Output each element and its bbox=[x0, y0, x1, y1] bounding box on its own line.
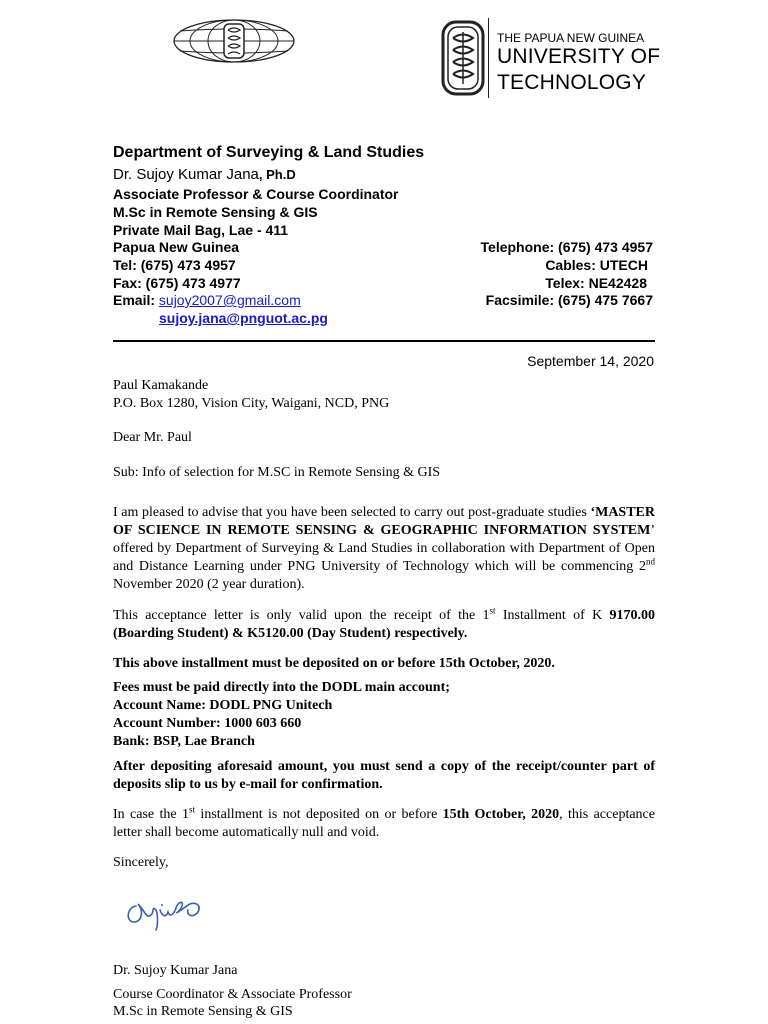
sender-address: Private Mail Bag, Lae - 411 bbox=[113, 222, 289, 238]
account-name: Account Name: DODL PNG Unitech bbox=[113, 698, 333, 713]
univ-name-line3: TECHNOLOGY bbox=[497, 71, 647, 94]
subject-line: Sub: Info of selection for M.SC in Remote Sensing & GIS bbox=[113, 465, 441, 480]
p1-sup: nd bbox=[646, 556, 655, 567]
signatory-program: M.Sc in Remote Sensing & GIS bbox=[113, 1004, 293, 1019]
univ-name-line2: UNIVERSITY OF bbox=[497, 45, 661, 68]
email-link-2[interactable]: sujoy.jana@pnguot.ac.pg bbox=[159, 310, 328, 326]
p1-program-name: ‘MASTER OF SCIENCE IN REMOTE SENSING & GEOGRAPHIC INFORMATION SYSTEM bbox=[113, 505, 655, 538]
p5-text-a: In case the 1 bbox=[113, 807, 190, 822]
p5-text-b: installment is not deposited on or before bbox=[195, 807, 443, 822]
sender-tel: Tel: (675) 473 4957 bbox=[113, 257, 236, 273]
email-link-1[interactable]: sujoy2007@gmail.com bbox=[158, 292, 301, 308]
paragraph-null-void bbox=[113, 806, 655, 842]
department-name: Department of Surveying & Land Studies bbox=[113, 144, 425, 161]
paragraph-selection bbox=[113, 504, 655, 594]
fees-line: Fees must be paid directly into the DODL main account; bbox=[113, 680, 450, 695]
letter-date: September 14, 2020 bbox=[527, 353, 654, 369]
signatory-name: Dr. Sujoy Kumar Jana bbox=[113, 963, 238, 978]
paragraph-deposit-proof: After depositing aforesaid amount, you must send a copy of the receipt/counter part of deposits slip to us by e-mail for confirmation. bbox=[113, 759, 655, 792]
header-divider bbox=[488, 18, 489, 98]
sender-name-text: Dr. Sujoy Kumar Jana bbox=[113, 166, 259, 183]
recipient-address: P.O. Box 1280, Vision City, Waigani, NCD, PNG bbox=[113, 396, 390, 411]
sender-program: M.Sc in Remote Sensing & GIS bbox=[113, 204, 318, 220]
signature-image bbox=[122, 892, 222, 932]
salutation: Dear Mr. Paul bbox=[113, 430, 192, 445]
p2-sup: st bbox=[489, 605, 496, 616]
univ-cables: Cables: UTECH bbox=[545, 257, 648, 273]
univ-telex: Telex: NE42428 bbox=[545, 275, 647, 291]
closing: Sincerely, bbox=[113, 855, 169, 870]
email-label: Email: bbox=[113, 292, 156, 308]
globe-logo-icon bbox=[172, 18, 296, 64]
sender-position: Associate Professor & Course Coordinator bbox=[113, 186, 399, 202]
p2-text-a: This acceptance letter is only valid upon the receipt of the 1 bbox=[113, 608, 490, 623]
p1-text-d: November 2020 (2 year duration). bbox=[113, 577, 305, 592]
paragraph-installment bbox=[113, 607, 655, 643]
university-emblem-icon bbox=[441, 20, 485, 96]
deadline-note: This above installment must be deposited on or before 15th October, 2020. bbox=[113, 656, 555, 671]
sender-fax: Fax: (675) 473 4977 bbox=[113, 275, 241, 291]
sender-name bbox=[113, 166, 296, 183]
p2-amounts: 9170.00 (Boarding Student) & K5120.00 (Day Student) respectively. bbox=[113, 608, 655, 641]
univ-facsimile: Facsimile: (675) 475 7667 bbox=[485, 292, 653, 308]
sender-email-row bbox=[113, 292, 301, 308]
p2-text-b: Installment of K bbox=[495, 608, 610, 623]
p5-sup: st bbox=[189, 804, 196, 815]
p1-text-a: I am pleased to advise that you have been selected to carry out post-graduate studies bbox=[113, 505, 591, 520]
p5-deadline: 15th October, 2020 bbox=[442, 807, 560, 822]
signatory-title: Course Coordinator & Associate Professor bbox=[113, 987, 352, 1002]
p1-text-c: ’ offered by Department of Surveying & Land Studies in collaboration with Department of Open and Distance Learning under PNG University of Technology which will be commencing 2 bbox=[113, 523, 655, 574]
univ-telephone: Telephone: (675) 473 4957 bbox=[480, 239, 653, 255]
p5-text-d: , this acceptance letter shall become automatically null and void. bbox=[113, 807, 655, 840]
account-number: Account Number: 1000 603 660 bbox=[113, 716, 302, 731]
sender-degree: , Ph.D bbox=[258, 167, 296, 182]
recipient-name: Paul Kamakande bbox=[113, 378, 209, 393]
letterhead-rule bbox=[113, 340, 655, 342]
sender-country: Papua New Guinea bbox=[113, 239, 240, 255]
bank-name: Bank: BSP, Lae Branch bbox=[113, 734, 255, 749]
univ-name-line1: THE PAPUA NEW GUINEA bbox=[497, 31, 645, 45]
